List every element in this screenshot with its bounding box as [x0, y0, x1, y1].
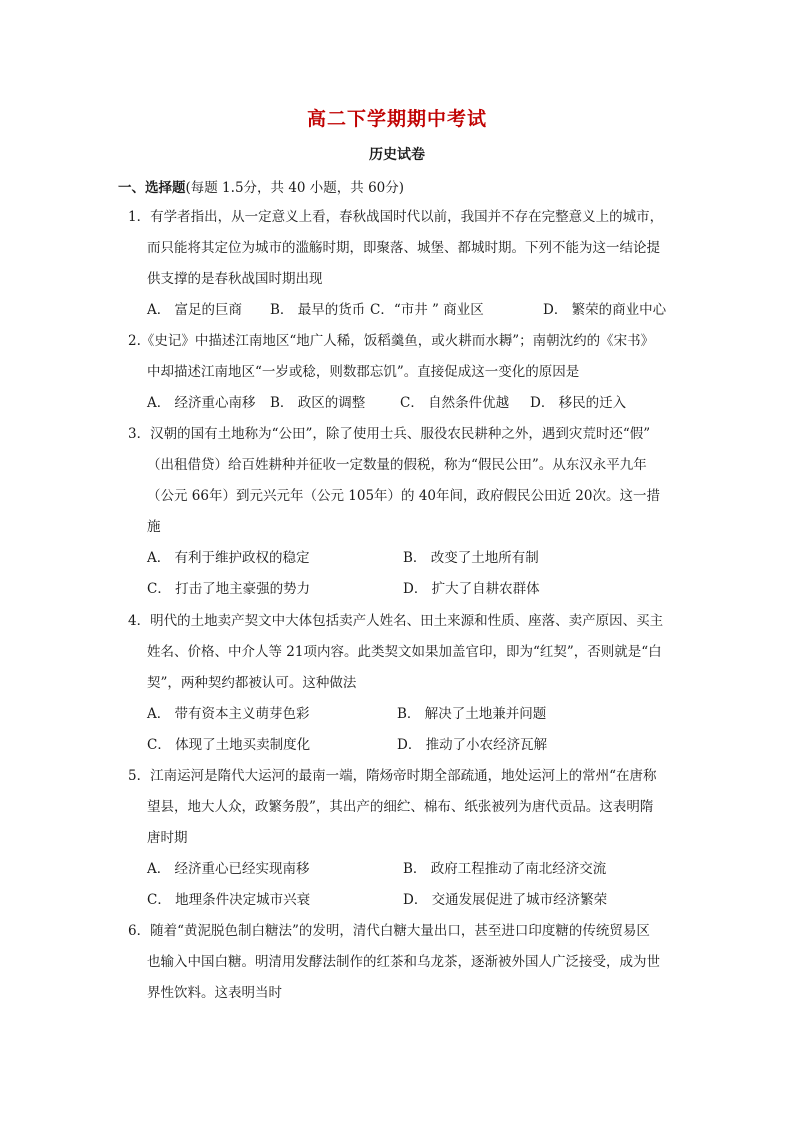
question-3-option-d: D． 扩大了自耕农群体	[403, 581, 540, 597]
question-3-option-a: A． 有利于维护政权的稳定	[147, 550, 310, 566]
question-5-line-1: 5．江南运河是隋代大运河的最南一端，隋炀帝时期全部疏通，地处运河上的常州“在唐称	[128, 768, 657, 784]
section-title: 一、选择题	[118, 180, 186, 196]
question-5-option-d: D． 交通发展促进了城市经济繁荣	[403, 892, 608, 908]
question-1-option-d: D． 繁荣的商业中心	[543, 302, 667, 318]
question-5-option-a: A． 经济重心已经实现南移	[147, 861, 310, 877]
question-1-line-1: 1．有学者指出，从一定意义上看，春秋战国时代以前，我国并不存在完整意义上的城市，	[128, 209, 664, 225]
question-3-line-3: （公元 66年）到元兴元年（公元 105年）的 40年间，政府假民公田近 20次。这一措	[147, 488, 660, 504]
question-5-option-c: C． 地理条件决定城市兴衰	[147, 892, 311, 908]
question-3-line-4: 施	[147, 519, 161, 535]
question-4-line-3: 契”，两种契约都被认可。这种做法	[147, 675, 357, 691]
question-6-line-3: 界性饮料。这表明当时	[147, 985, 282, 1001]
question-1-option-c: C．“市井 ” 商业区	[370, 302, 484, 318]
question-3-line-1: 3．汉朝的国有土地称为“公田”，除了使用士兵、服役农民耕种之外，遇到灾荒时还“假”	[128, 426, 651, 442]
exam-title: 高二下学期期中考试	[306, 108, 487, 130]
question-2-option-c: C． 自然条件优越	[400, 395, 510, 411]
question-6-line-1: 6．随着“黄泥脱色制白糖法”的发明，清代白糖大量出口，甚至进口印度糖的传统贸易区	[128, 923, 650, 939]
question-4-option-c: C． 体现了土地买卖制度化	[147, 737, 311, 753]
section-heading	[118, 176, 404, 196]
question-2-option-b: B． 政区的调整	[270, 395, 366, 411]
exam-subtitle: 历史试卷	[369, 147, 425, 163]
question-1-line-2: 而只能将其定位为城市的滥觞时期，即聚落、城堡、都城时期。下列不能为这一结论提	[147, 240, 660, 256]
question-3-option-b: B． 改变了土地所有制	[403, 550, 539, 566]
question-2-line-1: 2.《史记》中描述江南地区“地广人稀，饭稻羹鱼，或火耕而水耨”；南朝沈约的《宋书》	[128, 333, 655, 349]
question-4-option-d: D． 推动了小农经济瓦解	[397, 737, 548, 753]
question-3-line-2: （出租借贷）给百姓耕种并征收一定数量的假税，称为“假民公田”。从东汉永平九年	[147, 457, 647, 473]
question-2-line-2: 中却描述江南地区“一岁或稔，则数郡忘饥”。直接促成这一变化的原因是	[147, 364, 580, 380]
question-3-option-c: C． 打击了地主豪强的势力	[147, 581, 311, 597]
question-4-option-a: A． 带有资本主义萌芽色彩	[147, 706, 310, 722]
question-1-option-b: B． 最早的货币	[270, 302, 366, 318]
question-1-option-a: A． 富足的巨商	[147, 302, 243, 318]
section-note: (每题 1.5分，共 40 小题，共 60分)	[185, 180, 405, 196]
question-2-option-d: D． 移民的迁入	[530, 395, 627, 411]
question-4-line-2: 姓名、价格、中介人等 21项内容。此类契文如果加盖官印，即为“红契”，否则就是“白	[147, 644, 662, 660]
question-2-option-a: A． 经济重心南移	[147, 395, 256, 411]
question-5-line-2: 望县，地大人众，政繁务殷”，其出产的细纻、棉布、纸张被列为唐代贡品。这表明隋	[147, 799, 654, 815]
question-5-option-b: B． 政府工程推动了南北经济交流	[403, 861, 607, 877]
question-5-line-3: 唐时期	[147, 830, 188, 846]
question-1-line-3: 供支撑的是春秋战国时期出现	[147, 271, 323, 287]
question-6-line-2: 也输入中国白糖。明清用发酵法制作的红茶和乌龙茶，逐渐被外国人广泛接受，成为世	[147, 954, 660, 970]
question-4-option-b: B． 解决了土地兼并问题	[397, 706, 547, 722]
question-4-line-1: 4．明代的土地卖产契文中大体包括卖产人姓名、田土来源和性质、座落、卖产原因、买主	[128, 613, 664, 629]
